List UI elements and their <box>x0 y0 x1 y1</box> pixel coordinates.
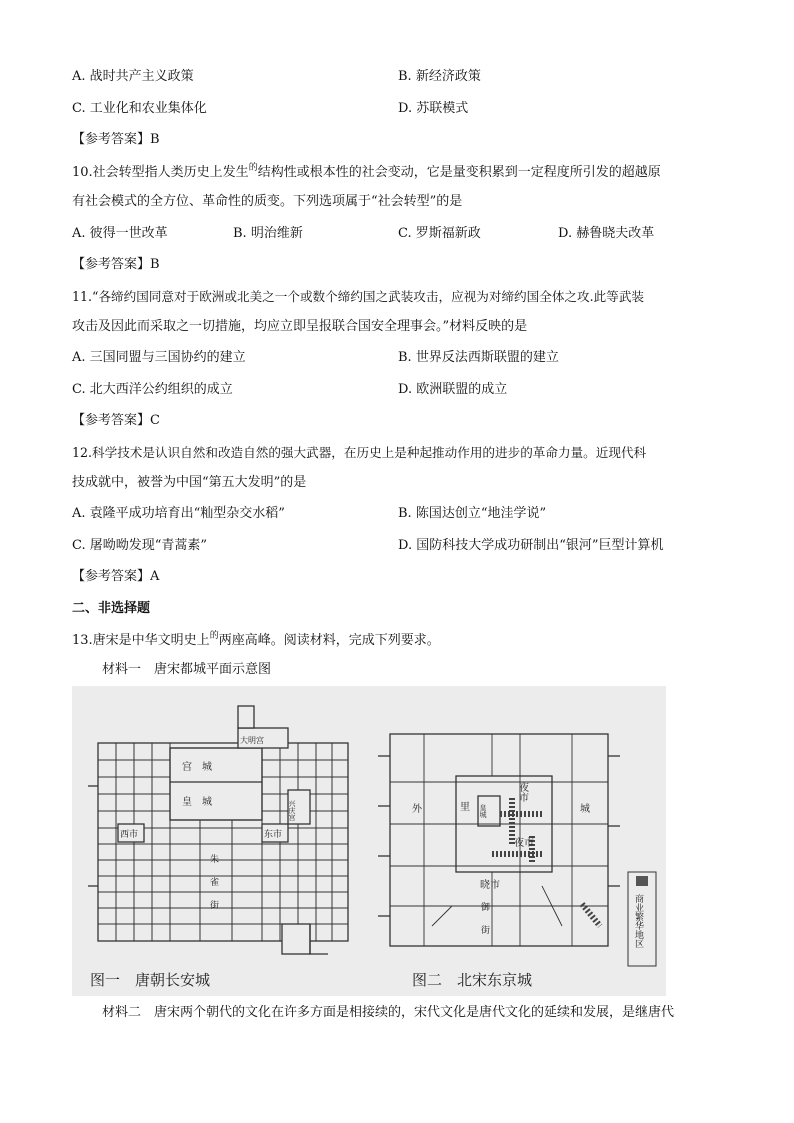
q10-stem-pre: 10.社会转型指人类历史上发生 <box>72 165 249 180</box>
q11-option-d: D. 欧洲联盟的成立 <box>398 382 508 397</box>
q11-stem-line2: 攻击及因此而采取之一切措施，均应立即呈报联合国安全理事会。”材料反映的是 <box>72 319 528 334</box>
q9-answer: 【参考答案】B <box>72 132 160 147</box>
huangcheng-label: 皇城 <box>479 804 487 818</box>
dawn-market-label: 晓市 <box>480 880 500 891</box>
q10-stem-sup: 的 <box>248 163 258 173</box>
q12-stem-line1: 12.科学技术是认识自然和改造自然的强大武器，在历史上是种起推动作用的进步的革命力量。近现代科 <box>72 445 647 460</box>
q10-answer: 【参考答案】B <box>72 257 160 272</box>
zhuque-street-label: 朱雀街 <box>208 854 218 923</box>
material1-title: 材料一 唐宋都城平面示意图 <box>102 662 272 677</box>
q11-stem-line1: 11.“各缔约国同意对于欧洲或北美之一个或数个缔约国之武装攻击，应视为对缔约国全体之攻.此等武装 <box>72 289 645 304</box>
section-heading: 二、非选择题 <box>72 601 151 616</box>
xingqing-label: 兴庆宫 <box>288 800 296 821</box>
q11-option-a: A. 三国同盟与三国协约的建立 <box>72 350 246 365</box>
outer-label: 外 <box>412 804 422 815</box>
q9-option-d: D. 苏联模式 <box>398 101 469 116</box>
west-market-label: 西市 <box>120 830 139 840</box>
q13-stem-sup: 的 <box>209 631 219 641</box>
night-market-2-label: 夜市 <box>514 838 534 849</box>
q9-option-b: B. 新经济政策 <box>398 69 481 84</box>
q10-option-d: D. 赫鲁晓夫改革 <box>558 226 655 241</box>
palace-label: 宫 城 <box>182 762 212 773</box>
q11-option-c: C. 北大西洋公约组织的成立 <box>72 382 233 397</box>
q9-option-c: C. 工业化和农业集体化 <box>72 101 207 116</box>
imperial-street-label: 御街 <box>479 902 489 948</box>
night-market-label: 夜市 <box>516 782 528 802</box>
q11-answer: 【参考答案】C <box>72 413 160 428</box>
q10-stem-post: 结构性或根本性的社会变动，它是量变积累到一定程度所引发的超越原 <box>257 165 661 180</box>
daming-label: 大明宫 <box>240 736 264 745</box>
q13-stem-post: 两座高峰。阅读材料，完成下列要求。 <box>218 633 440 648</box>
legend-label: 商业繁华地区 <box>633 894 643 948</box>
city-label: 城 <box>580 804 590 815</box>
q10-stem-line2: 有社会模式的全方位、革命性的质变。下列选项属于“社会转型”的是 <box>72 194 463 209</box>
q12-option-c: C. 屠呦呦发现“青蒿素” <box>72 538 208 553</box>
fig2-caption: 图二 北宋东京城 <box>412 971 533 989</box>
q10-option-c: C. 罗斯福新政 <box>398 226 481 241</box>
q12-option-a: A. 袁隆平成功培育出“籼型杂交水稻” <box>72 506 285 521</box>
capital-city-plans-figure <box>72 686 666 996</box>
imperial-city-label: 皇 城 <box>182 797 212 808</box>
q10-stem-line1 <box>72 164 661 183</box>
inner-label: 里 <box>460 802 470 813</box>
q12-stem-line2: 技成就中，被誉为中国“第五大发明”的是 <box>72 475 307 490</box>
city-plans-svg <box>72 686 666 996</box>
fig1-caption: 图一 唐朝长安城 <box>90 971 211 989</box>
q13-stem <box>72 632 440 651</box>
q13-stem-pre: 13.唐宋是中华文明史上 <box>72 633 210 648</box>
dongjing-plan <box>378 734 620 946</box>
q11-option-b: B. 世界反法西斯联盟的建立 <box>398 350 559 365</box>
q12-option-d: D. 国防科技大学成功研制出“银河”巨型计算机 <box>398 538 664 553</box>
outer-city-wall <box>390 734 608 946</box>
commercial-legend <box>628 872 656 966</box>
palace-block <box>170 748 262 820</box>
q10-option-a: A. 彼得一世改革 <box>72 226 168 241</box>
q12-answer: 【参考答案】A <box>72 569 160 584</box>
east-market-label: 东市 <box>264 830 283 840</box>
q9-option-a: A. 战时共产主义政策 <box>72 69 194 84</box>
q12-option-b: B. 陈国达创立“地洼学说” <box>398 506 547 521</box>
material2-text: 材料二 唐宋两个朝代的文化在许多方面是相接续的，宋代文化是唐代文化的延续和发展，是继唐代 <box>102 1005 675 1020</box>
q10-option-b: B. 明治维新 <box>233 226 303 241</box>
